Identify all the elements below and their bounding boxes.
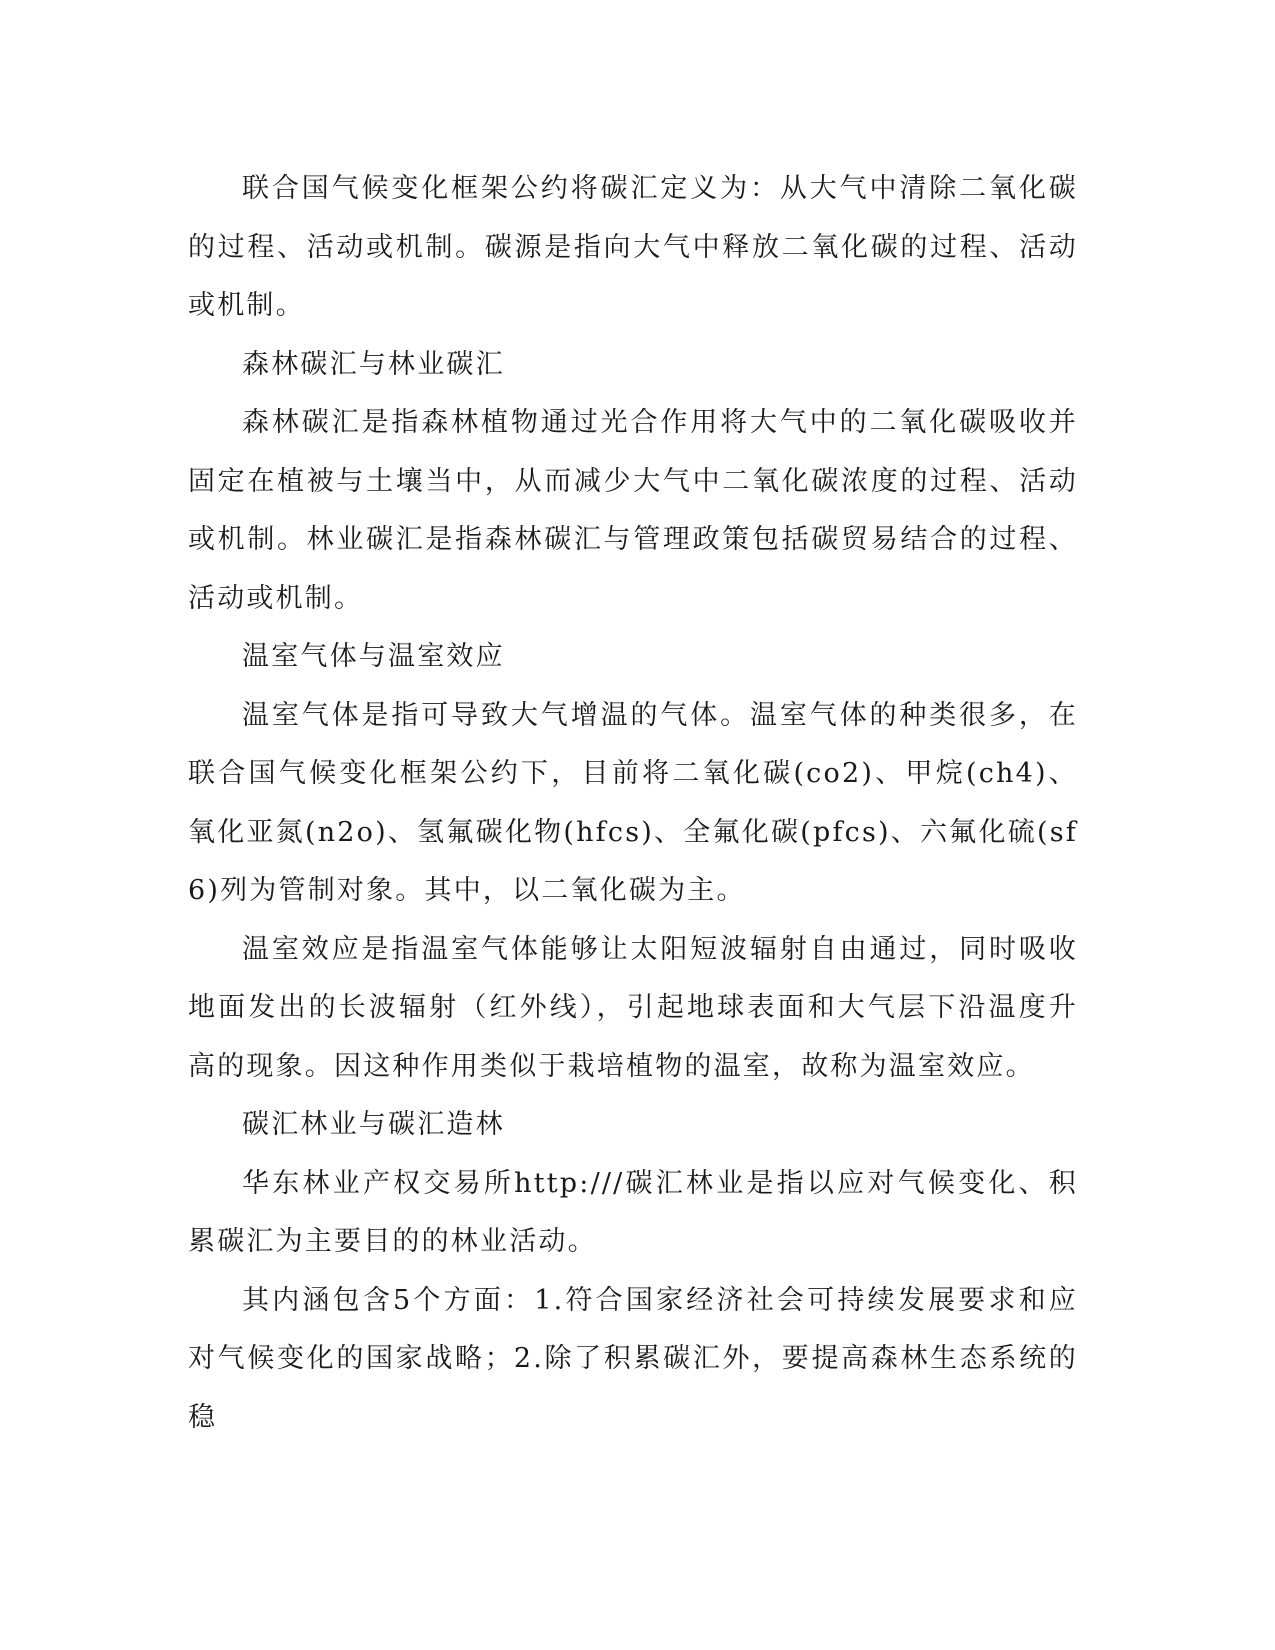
paragraph-five-aspects: 其内涵包含5个方面：1.符合国家经济社会可持续发展要求和应对气候变化的国家战略；2.除了积累碳汇外，要提高森林生态系统的稳 [188,1284,1078,1433]
heading-greenhouse-gas: 温室气体与温室效应 [242,641,505,672]
paragraph-carbon-forestry: 华东林业产权交易所http:///碳汇林业是指以应对气候变化、积累碳汇为主要目的的林业活动。 [188,1167,1078,1257]
heading-carbon-forestry: 碳汇林业与碳汇造林 [242,1109,505,1140]
paragraph-greenhouse-gas: 温室气体是指可导致大气增温的气体。温室气体的种类很多，在联合国气候变化框架公约下，目前将二氧化碳(co2)、甲烷(ch4)、氧化亚氮(n2o)、氢氟碳化物(hfcs)、全氟化碳(pfcs)、六氟化硫(sf6)列为管制对象。其中，以二氧化碳为主。 [188,699,1078,906]
heading-forest-carbon-sink: 森林碳汇与林业碳汇 [242,348,505,380]
paragraph-carbon-sink-definition: 联合国气候变化框架公约将碳汇定义为：从大气中清除二氧化碳的过程、活动或机制。碳源是指向大气中释放二氧化碳的过程、活动或机制。 [188,173,1078,321]
document-body [188,160,1078,1447]
paragraph-greenhouse-effect: 温室效应是指温室气体能够让太阳短波辐射自由通过，同时吸收地面发出的长波辐射（红外线），引起地球表面和大气层下沿温度升高的现象。因这种作用类似于栽培植物的温室，故称为温室效应。 [188,933,1078,1082]
paragraph-forest-carbon-sink: 森林碳汇是指森林植物通过光合作用将大气中的二氧化碳吸收并固定在植被与土壤当中，从而减少大气中二氧化碳浓度的过程、活动或机制。林业碳汇是指森林碳汇与管理政策包括碳贸易结合的过程、活动或机制。 [188,407,1078,614]
